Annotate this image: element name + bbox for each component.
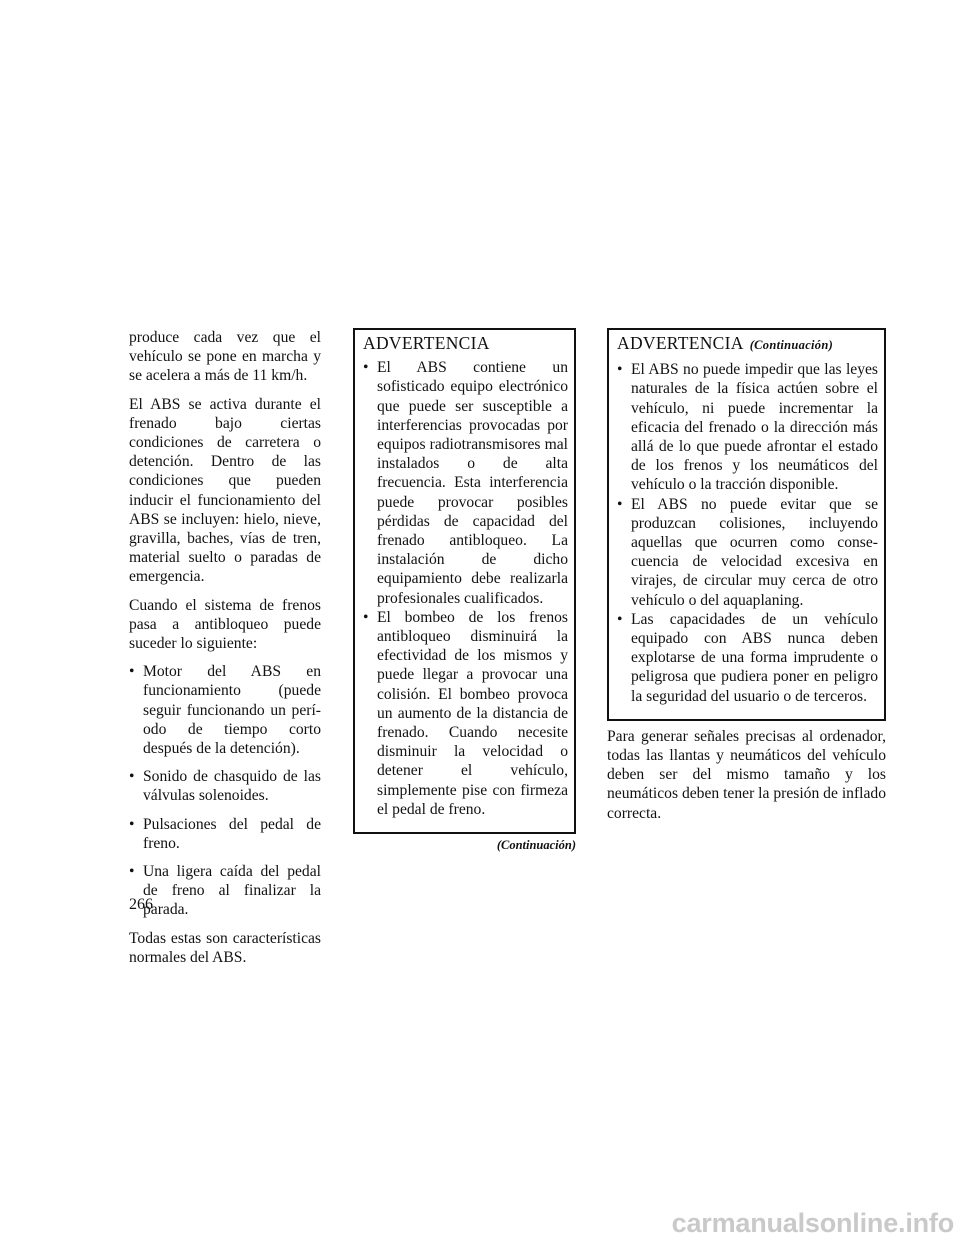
list-item: • El ABS no puede evitar que se produzcan colisiones, incluyendo aquellas que ocurren como consecuencia de velocidad excesiva en virajes, de circular muy cerca de otro vehículo o del aquaplaning. xyxy=(617,495,878,610)
list-item: • Una ligera caída del pedal de freno al finalizar la parada. xyxy=(129,862,321,920)
warning-box xyxy=(353,328,576,834)
warning-heading xyxy=(617,334,878,355)
left-column xyxy=(129,328,321,976)
list-item: • El bombeo de los frenos antibloqueo disminuirá la efectividad de los mismos y puede llegar a provocar una colisión. El bombeo provoca un aumento de la distancia de frenado. Cuando necesite disminuir la velocidad o detener el vehículo, simplemente pise con firmeza el pedal de freno. xyxy=(363,608,568,819)
bullet-list xyxy=(129,662,321,919)
warning-box-continued xyxy=(607,328,886,721)
list-item: • Las capacidades de un vehículo equipado con ABS nunca deben explotarse de una forma imprudente o peligrosa que pudiera poner en peligro la seguridad del usuario o de terceros. xyxy=(617,610,878,706)
paragraph: produce cada vez que el vehículo se pone en marcha y se acelera a más de 11 km/h. xyxy=(129,329,321,385)
right-column xyxy=(607,328,886,832)
paragraph: Para generar señales precisas al ordenador, todas las llantas y neumáticos del vehículo deben ser del mismo tamaño y los neumáticos deben tener la presión de inflado correcta. xyxy=(607,727,886,822)
page-number: 266 xyxy=(129,896,153,913)
middle-column xyxy=(353,328,576,855)
list-item: • Motor del ABS en funcionamiento (puede seguir funcionando un período de tiempo corto después de la detención). xyxy=(129,662,321,758)
warning-title: ADVERTENCIA xyxy=(363,333,490,353)
warning-bullet-list xyxy=(617,360,878,706)
paragraph: Todas estas son características normales del ABS. xyxy=(129,929,321,966)
paragraph: Cuando el sistema de frenos pasa a antibloqueo puede suceder lo siguiente: xyxy=(129,596,321,653)
watermark: carmanualsonline.info xyxy=(671,1208,954,1238)
list-item: • Pulsaciones del pedal de freno. xyxy=(129,815,321,853)
continued-label: (Continuación) xyxy=(749,338,834,352)
list-item: • El ABS no puede impedir que las leyes naturales de la física actúen sobre el vehículo, ni puede incrementar la eficacia del frenado o la dirección más allá de lo que puede afrontar el estado de los frenos y los neumáticos del vehículo o la tracción disponible. xyxy=(617,360,878,494)
warning-bullet-list xyxy=(363,358,568,819)
continued-note: (Continuación) xyxy=(496,838,576,853)
warning-title: ADVERTENCIA xyxy=(617,333,744,353)
list-item: • Sonido de chasquido de las válvulas solenoides. xyxy=(129,767,321,805)
paragraph: El ABS se activa durante el frenado bajo ciertas condiciones de carretera o detención. Dentro de las condiciones que pueden inducir el funcionamiento del ABS se incluyen: hielo, nieve, gravilla, baches, vías de tren, material suelto o paradas de emergencia. xyxy=(129,395,321,586)
list-item: • El ABS contiene un sofisticado equipo electrónico que puede ser susceptible a interferencias provocadas por equipos radiotransmisores mal instalados o de alta frecuencia. Esta interferencia puede provocar posibles pérdidas de capacidad del frenado antibloqueo. La instalación de dicho equipamiento debe realizarla profesionales cualificados. xyxy=(363,358,568,608)
